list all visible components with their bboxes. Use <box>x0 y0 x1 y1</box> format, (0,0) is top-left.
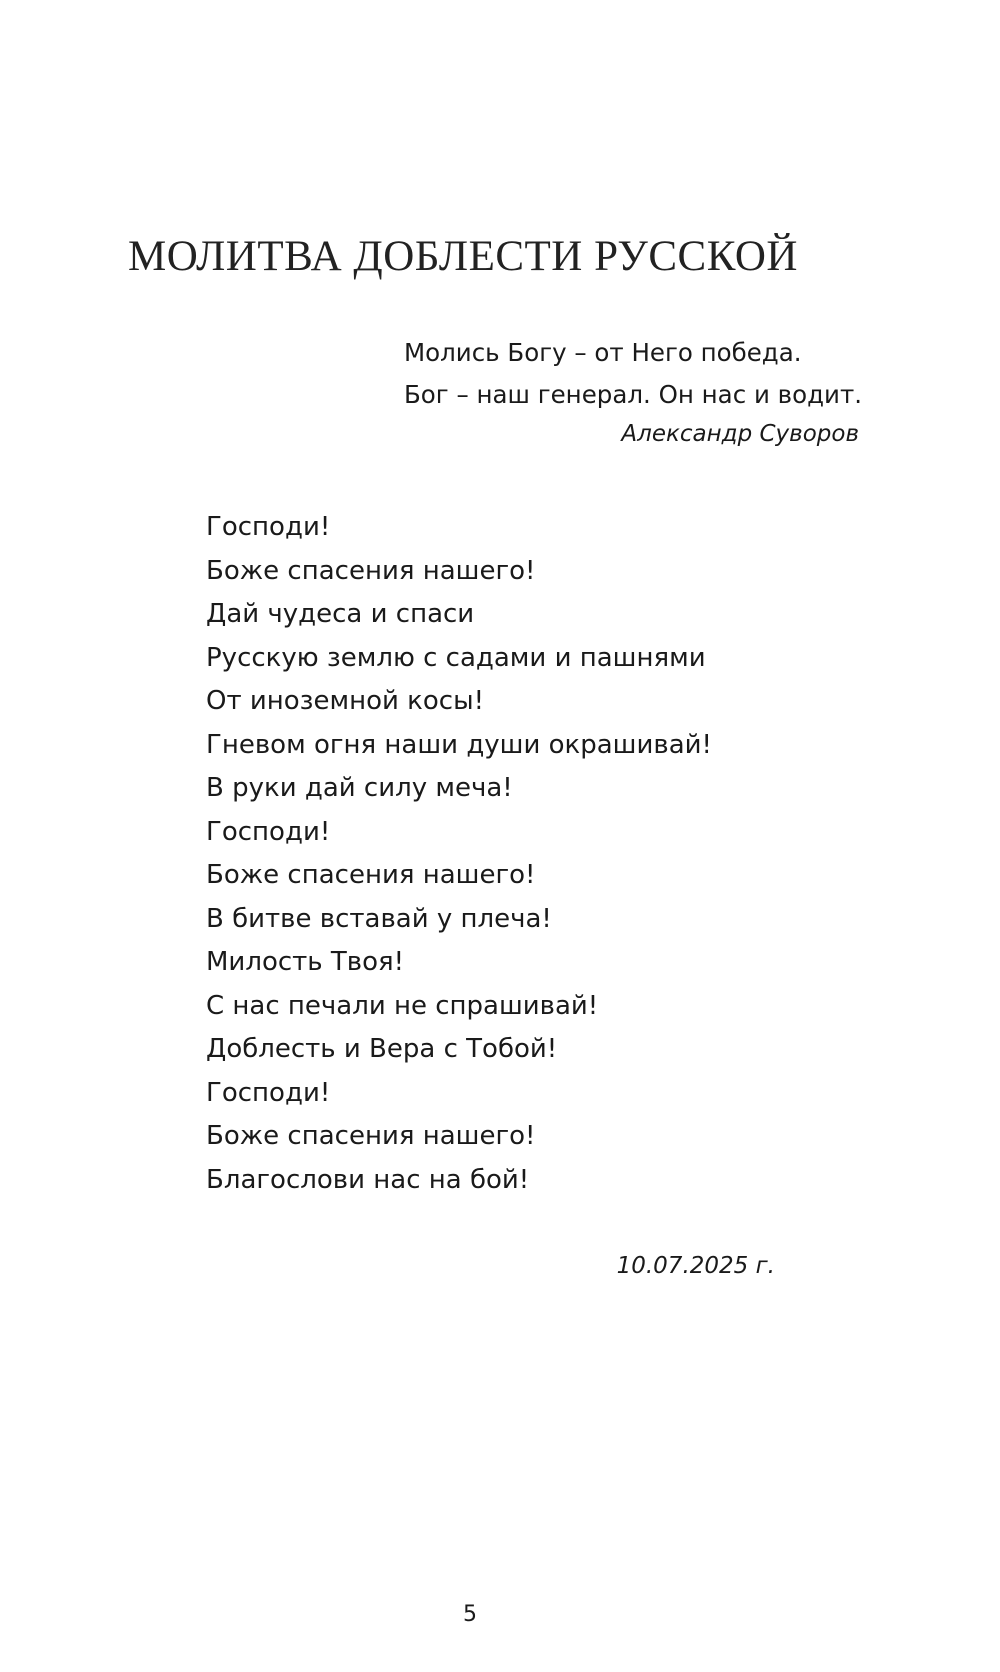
poem-line: Господи! <box>206 512 331 542</box>
poem-date: 10.07.2025 г. <box>616 1253 775 1279</box>
epigraph-line: Молись Богу – от Него победа. <box>404 338 802 367</box>
epigraph-line: Бог – наш генерал. Он нас и водит. <box>404 380 863 409</box>
epigraph <box>404 332 864 452</box>
poem-line: Боже спасения нашего! <box>206 555 536 586</box>
poem-line: В битве вставай у плеча! <box>206 903 552 934</box>
poem-line: От иноземной косы! <box>206 686 485 716</box>
poem-line: Благослови нас на бой! <box>206 1164 530 1195</box>
page-number: 5 <box>463 1602 477 1627</box>
poem-line: Боже спасения нашего! <box>206 860 536 890</box>
poem-line: Господи! <box>206 816 331 847</box>
poem-line: Господи! <box>206 1077 331 1108</box>
poem-line: Доблесть и Вера с Тобой! <box>206 1034 558 1064</box>
poem-line: Русскую землю с садами и пашнями <box>206 642 706 673</box>
poem-line: С нас печали не спрашивай! <box>206 990 599 1021</box>
poem-body <box>206 506 806 1202</box>
epigraph-author: Александр Суворов <box>621 421 859 447</box>
poem-line: Боже спасения нашего! <box>206 1121 536 1151</box>
poem-line: В руки дай силу меча! <box>206 773 513 803</box>
poem-line: Гневом огня наши души окрашивай! <box>206 729 712 760</box>
poem-line: Дай чудеса и спаси <box>206 599 475 629</box>
poem-line: Милость Твоя! <box>206 947 405 977</box>
poem-title: МОЛИТВА ДОБЛЕСТИ РУССКОЙ <box>128 233 798 280</box>
